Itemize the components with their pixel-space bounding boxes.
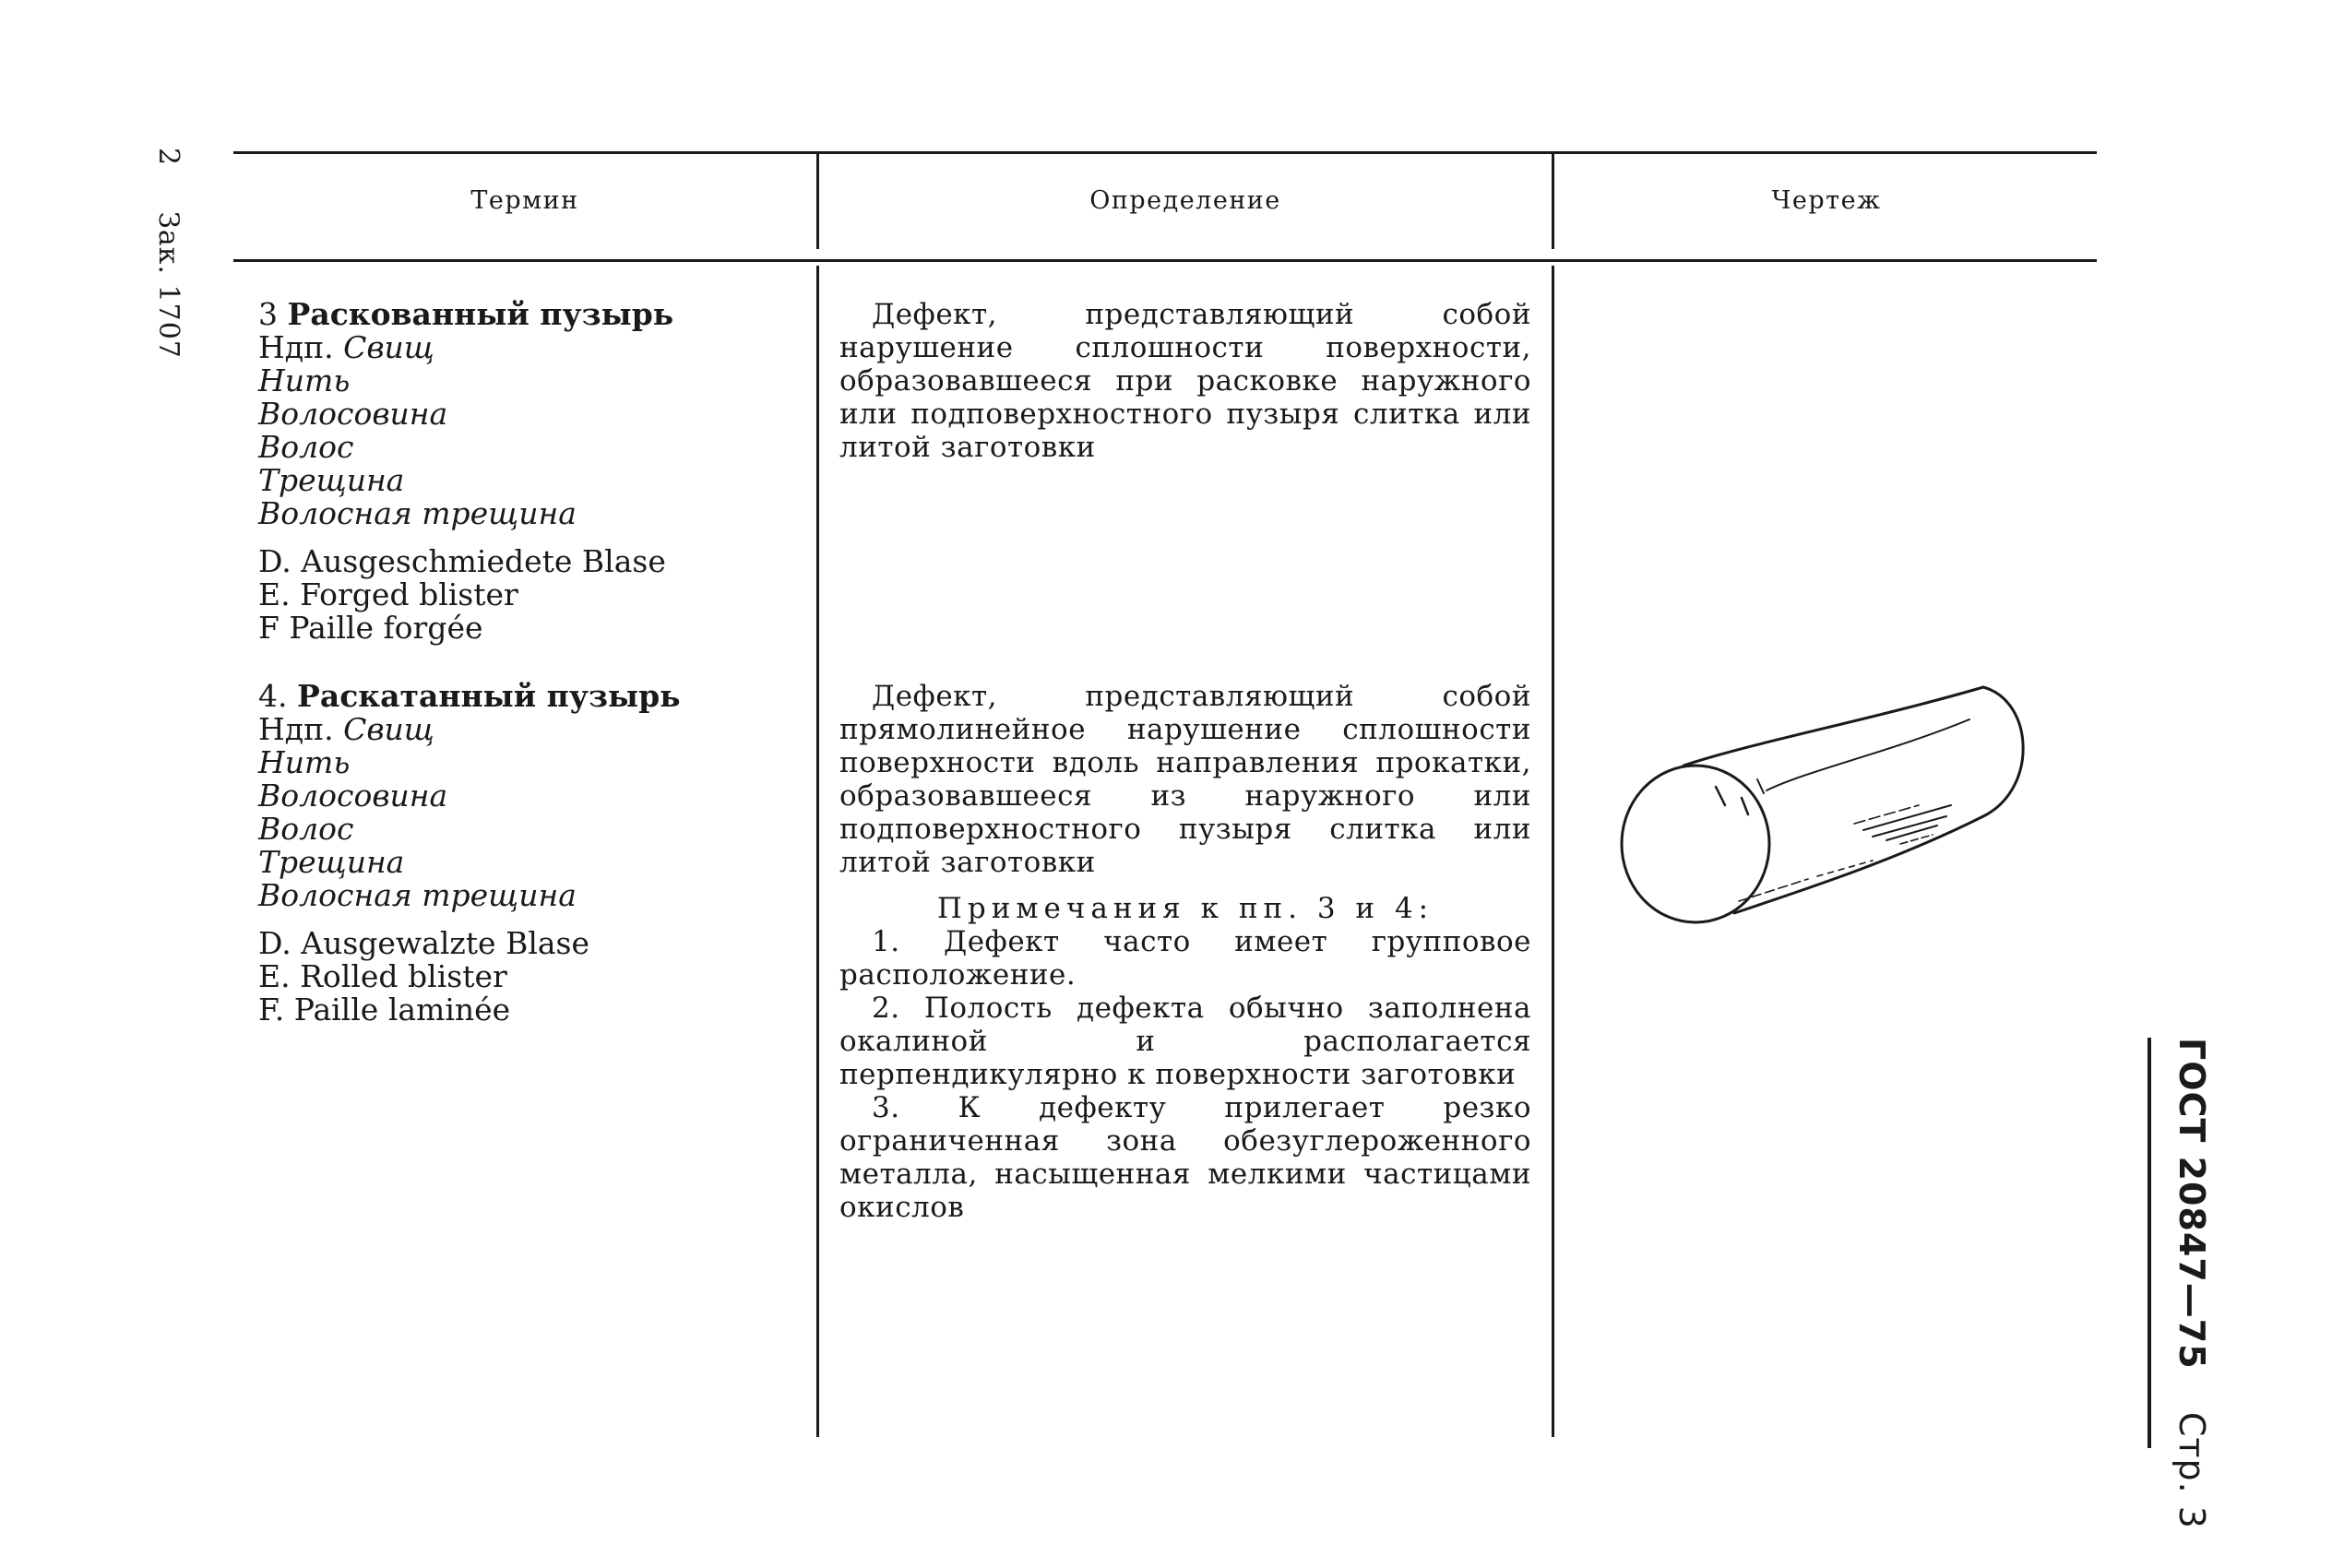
table-col-divider-2-body (1552, 266, 1554, 1437)
foreign-equivalent: E. Forged blister (258, 576, 518, 612)
rolled-blister-drawing (1596, 678, 2039, 936)
synonym: Трещина (258, 462, 405, 498)
bar-top-edge (1684, 687, 1983, 766)
header-drawing: Чертеж (1771, 186, 1882, 215)
ndp-prefix: Ндп. (258, 329, 334, 365)
synonym: Волосовина (258, 396, 448, 432)
entry-number: 4. (258, 678, 288, 714)
entry-4-term (258, 680, 812, 1027)
entry-number: 3 (258, 296, 278, 332)
foreign-equivalent: F Paille forgée (258, 610, 483, 646)
order-note: Зак. 1707 (152, 211, 184, 359)
definition-text: Дефект, представляющий собой прямолинейное нарушение сплошности поверхности вдоль направления прокатки, образовавшееся из наружного или подповерхностного пузыря слитка или литой заготовки (839, 680, 1531, 879)
left-page-number: 2 (152, 148, 184, 167)
foreign-equivalent: D. Ausgeschmiedete Blase (258, 543, 666, 579)
synonym: Волос (258, 429, 354, 465)
gost-designation: ГОСТ 20847—75 (2171, 1038, 2212, 1370)
term-name: Раскатанный пузырь (297, 678, 681, 714)
synonym: Волосная трещина (258, 495, 577, 531)
foreign-equivalent: E. Rolled blister (258, 958, 507, 994)
synonym: Волос (258, 811, 354, 847)
note-item: 3. К дефекту прилегает резко ограниченная зона обезуглероженного металла, насыщенная мелкими частицами окислов (839, 1091, 1531, 1224)
running-header-rule (2148, 1038, 2151, 1448)
notes-title: Примечания к пп. 3 и 4: (936, 892, 1434, 925)
bar-bottom-edge (1734, 816, 1983, 913)
entry-3-term (258, 298, 812, 645)
table-top-rule (233, 151, 2097, 154)
table-header-rule (233, 259, 2097, 262)
note-item: 1. Дефект часто имеет групповое расположение. (839, 925, 1531, 992)
term-name: Раскованный пузырь (287, 296, 674, 332)
ndp-prefix: Ндп. (258, 711, 334, 747)
page-label: Стр. 3 (2171, 1411, 2212, 1529)
note-item: 2. Полость дефекта обычно заполнена окалиной и располагается перпендикулярно к поверхности заготовки (839, 992, 1531, 1091)
left-margin-text (152, 148, 184, 359)
entry-4-definition (839, 680, 1531, 1224)
synonym: Волосовина (258, 778, 448, 814)
header-definition: Определение (1089, 186, 1281, 215)
synonym: Нить (258, 362, 351, 398)
synonym: Трещина (258, 844, 405, 880)
bar-far-end (1983, 687, 2023, 816)
foreign-equivalent: D. Ausgewalzte Blase (258, 925, 590, 961)
table-col-divider-1-body (816, 266, 819, 1437)
foreign-equivalent: F. Paille laminée (258, 992, 511, 1028)
definition-text: Дефект, представляющий собой нарушение сплошности поверхности, образовавшееся при расковке наружного или подповерхностного пузыря слитка или литой заготовки (839, 298, 1531, 464)
entry-3-definition (839, 298, 1531, 464)
header-term: Термин (470, 186, 579, 215)
synonym: Волосная трещина (258, 877, 577, 913)
running-header (2171, 1038, 2212, 1529)
synonym: Свищ (343, 711, 434, 747)
synonym: Свищ (343, 329, 434, 365)
synonym: Нить (258, 744, 351, 780)
